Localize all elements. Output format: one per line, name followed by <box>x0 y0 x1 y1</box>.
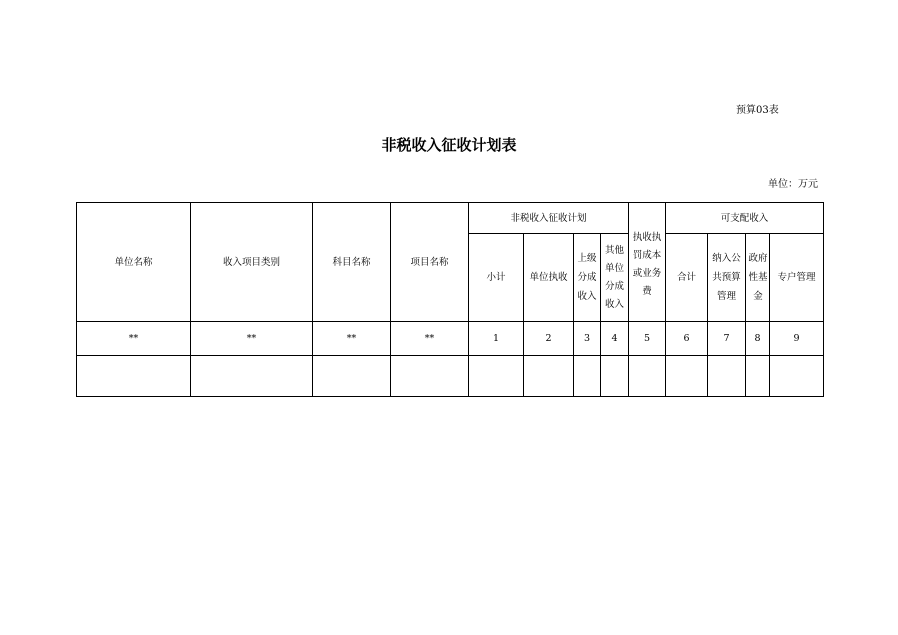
data-cell[interactable] <box>574 356 601 397</box>
data-cell[interactable] <box>313 356 391 397</box>
index-cell: 1 <box>469 322 524 356</box>
header-unit-collection: 单位执收 <box>524 234 574 322</box>
index-cell: 2 <box>524 322 574 356</box>
data-cell[interactable] <box>77 356 191 397</box>
index-cell: ** <box>77 322 191 356</box>
index-cell: 4 <box>601 322 629 356</box>
header-item-name: 项目名称 <box>391 203 469 322</box>
header-subtotal: 小计 <box>469 234 524 322</box>
data-cell[interactable] <box>191 356 313 397</box>
data-cell[interactable] <box>666 356 708 397</box>
header-collection-plan: 非税收入征收计划 <box>469 203 629 234</box>
header-public-budget: 纳入公共预算管理 <box>708 234 746 322</box>
index-cell: ** <box>391 322 469 356</box>
index-cell: 5 <box>629 322 666 356</box>
table-row <box>77 356 824 397</box>
data-cell[interactable] <box>770 356 824 397</box>
data-cell[interactable] <box>391 356 469 397</box>
header-superior-share: 上级分成收入 <box>574 234 601 322</box>
header-enforcement-cost: 执收执罚成本或业务费 <box>629 203 666 322</box>
data-cell[interactable] <box>601 356 629 397</box>
data-cell[interactable] <box>746 356 770 397</box>
index-cell: 8 <box>746 322 770 356</box>
index-cell: 9 <box>770 322 824 356</box>
data-cell[interactable] <box>629 356 666 397</box>
data-cell[interactable] <box>708 356 746 397</box>
header-unit-name: 单位名称 <box>77 203 191 322</box>
data-cell[interactable] <box>524 356 574 397</box>
index-cell: 6 <box>666 322 708 356</box>
index-row <box>77 322 824 356</box>
header-disposable-income: 可支配收入 <box>666 203 824 234</box>
header-income-category: 收入项目类别 <box>191 203 313 322</box>
page-title: 非税收入征收计划表 <box>381 136 517 154</box>
index-cell: 3 <box>574 322 601 356</box>
index-cell: 7 <box>708 322 746 356</box>
header-total: 合计 <box>666 234 708 322</box>
form-code: 预算03表 <box>736 105 779 116</box>
header-special-account: 专户管理 <box>770 234 824 322</box>
index-cell: ** <box>191 322 313 356</box>
data-cell[interactable] <box>469 356 524 397</box>
header-other-unit-share: 其他单位分成收入 <box>601 234 629 322</box>
collection-plan-table <box>76 202 824 397</box>
header-gov-fund: 政府性基金 <box>746 234 770 322</box>
index-cell: ** <box>313 322 391 356</box>
unit-label: 单位：万元 <box>768 179 818 190</box>
header-subject-name: 科目名称 <box>313 203 391 322</box>
